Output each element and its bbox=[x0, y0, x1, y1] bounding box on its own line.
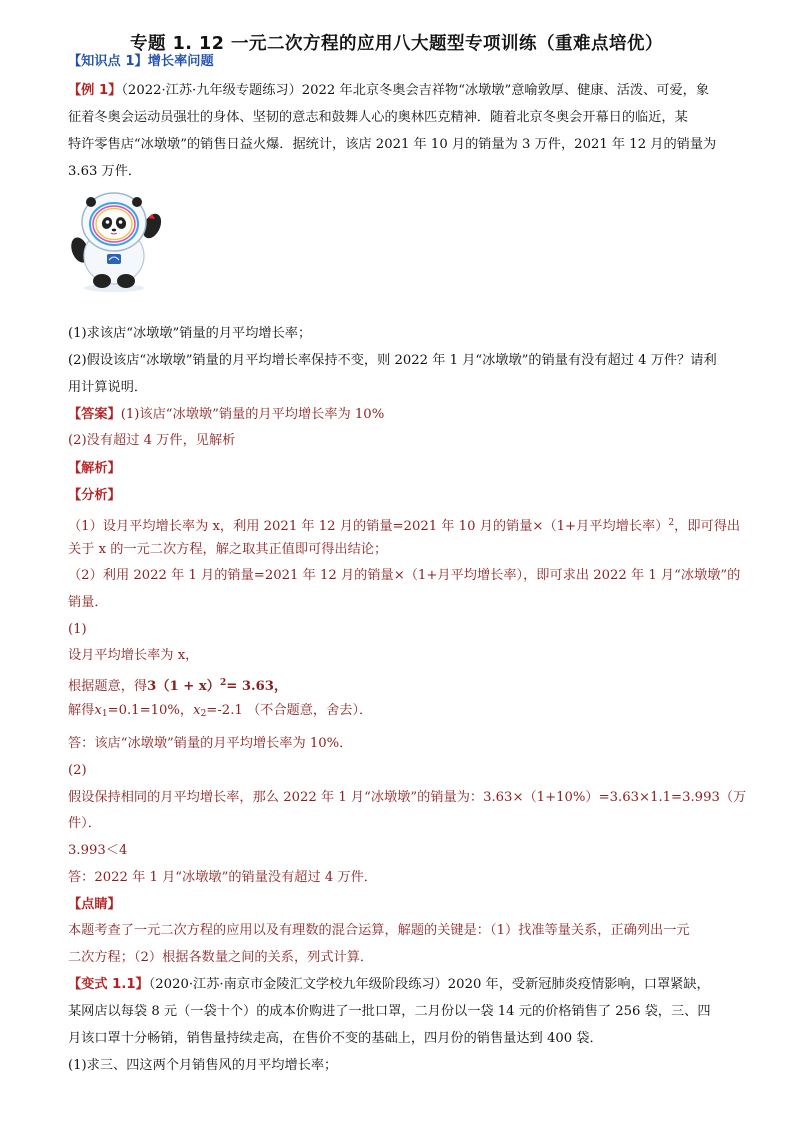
variant-line-1: 【变式 1.1】（2020·江苏·南京市金陵汇文学校九年级阶段练习）2020 年，受新冠肺炎疫情影响，口罩紧缺， bbox=[68, 977, 710, 992]
variant-question-1: (1)求三、四这两个月销售风的月平均增长率； bbox=[68, 1058, 338, 1073]
question-1: (1)求该店“冰墩墩”销量的月平均增长率； bbox=[68, 326, 312, 341]
example-line-4: 3.63 万件． bbox=[68, 164, 142, 179]
question-2-line-2: 用计算说明． bbox=[68, 380, 148, 395]
jiexi-label: 【解析】 bbox=[68, 461, 121, 476]
solution-2-label: (2) bbox=[68, 763, 87, 778]
example-label: 【例 1】 bbox=[68, 83, 122, 98]
solution-1-roots: 解得$x_1=0.1=10\%$，$x_2=-2.1$ （不合题意，舍去）． bbox=[68, 703, 373, 719]
example-line-3: 特许零售店“冰墩墩”的销售日益火爆．据统计，该店 2021 年 10 月的销量为 3 万件，2021 年 12 月的销量为 bbox=[68, 137, 717, 152]
answer-label: 【答案】 bbox=[68, 407, 121, 422]
analysis-line-3: （2）利用 2022 年 1 月的销量=2021 年 12 月的销量×（1+月平均增长率），即可求出 2022 年 1 月“冰墩墩”的 bbox=[68, 568, 741, 583]
solution-1-answer: 答：该店“冰墩墩”销量的月平均增长率为 10%． bbox=[68, 736, 353, 751]
answer-line-1: 【答案】(1)该店“冰墩墩”销量的月平均增长率为 10% bbox=[68, 407, 385, 422]
panda-mascot-image bbox=[64, 188, 170, 294]
analysis-line-4: 销量． bbox=[68, 595, 108, 610]
section-heading: 【知识点 1】增长率问题 bbox=[68, 54, 214, 69]
variant-label: 【变式 1.1】 bbox=[68, 977, 149, 992]
question-2-line-1: (2)假设该店“冰墩墩”销量的月平均增长率保持不变，则 2022 年 1 月“冰墩墩”的销量有没有超过 4 万件？请利 bbox=[68, 353, 717, 368]
solution-2-answer: 答：2022 年 1 月“冰墩墩”的销量没有超过 4 万件． bbox=[68, 870, 377, 885]
analysis-line-1: （1）设月平均增长率为 x，利用 2021 年 12 月的销量=2021 年 10 月的销量×（1+月平均增长率）$^2$，即可得出 bbox=[68, 518, 741, 534]
page-title: 专题 1. 12 一元二次方程的应用八大题型专项训练（重难点培优） bbox=[130, 34, 663, 54]
variant-line-2: 某网店以每袋 8 元（一袋十个）的成本价购进了一批口罩，二月份以一袋 14 元的价格销售了 256 袋，三、四 bbox=[68, 1004, 711, 1019]
solution-2-line-3: 3.993＜4 bbox=[68, 843, 128, 858]
fenxi-label: 【分析】 bbox=[68, 488, 121, 503]
solution-1-equation: 根据题意，得$3(1 + x)^2= 3.63$， bbox=[68, 678, 288, 694]
variant-line-3: 月该口罩十分畅销，销售量持续走高，在售价不变的基础上，四月份的销售量达到 400 袋． bbox=[68, 1031, 603, 1046]
solution-2-line-2: 件）． bbox=[68, 816, 101, 831]
example-line-1: 【例 1】（2022·江苏·九年级专题练习）2022 年北京冬奥会吉祥物“冰墩墩”意喻敦厚、健康、活泼、可爱，象 bbox=[68, 83, 710, 98]
dianjing-line-1: 本题考查了一元二次方程的应用以及有理数的混合运算，解题的关键是：（1）找准等量关系，正确列出一元 bbox=[68, 923, 690, 938]
solution-1-label: (1) bbox=[68, 622, 87, 637]
dianjing-label: 【点睛】 bbox=[68, 897, 121, 912]
dianjing-line-2: 二次方程；（2）根据各数量之间的关系，列式计算． bbox=[68, 950, 374, 965]
analysis-line-2: 关于 x 的一元二次方程，解之取其正值即可得出结论； bbox=[68, 542, 388, 557]
answer-line-2: (2)没有超过 4 万件，见解析 bbox=[68, 433, 236, 448]
solution-1-line-1: 设月平均增长率为 x， bbox=[68, 648, 199, 663]
example-line-2: 征着冬奥会运动员强壮的身体、坚韧的意志和鼓舞人心的奥林匹克精神．随着北京冬奥会开幕日的临近，某 bbox=[68, 110, 688, 125]
solution-2-line-1: 假设保持相同的月平均增长率，那么 2022 年 1 月“冰墩墩”的销量为：3.63×（1+10%）=3.63×1.1=3.993（万 bbox=[68, 790, 747, 805]
